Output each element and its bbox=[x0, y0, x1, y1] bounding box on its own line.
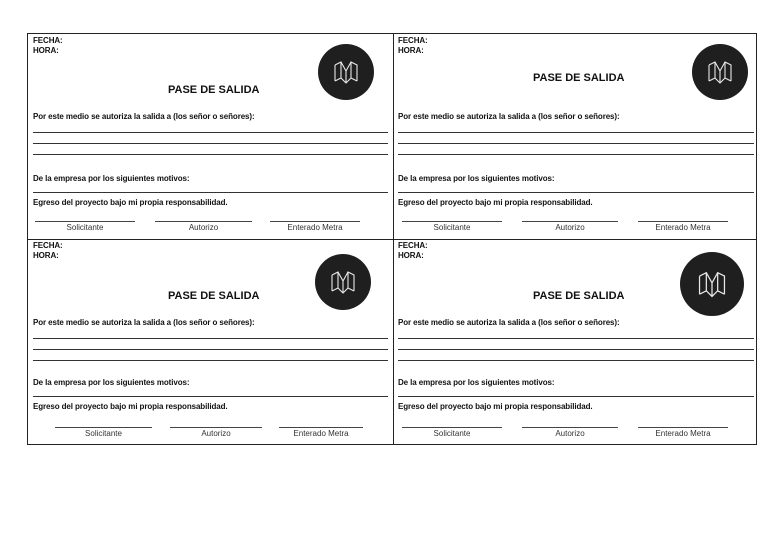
enterado-label: Enterado Metra bbox=[287, 223, 343, 232]
signature-line bbox=[170, 427, 262, 428]
name-line bbox=[33, 360, 388, 361]
signature-line bbox=[522, 427, 618, 428]
autorizo-label: Autorizo bbox=[201, 429, 231, 438]
empresa-text: De la empresa por los siguientes motivos: bbox=[33, 174, 190, 183]
exit-pass-sheet bbox=[27, 33, 757, 445]
authorize-text: Por este medio se autoriza la salida a (los señor o señores): bbox=[398, 318, 620, 327]
fecha-label: FECHA: bbox=[33, 36, 63, 45]
egreso-text: Egreso del proyecto bajo mi propia responsabilidad. bbox=[398, 402, 593, 411]
signature-line bbox=[402, 221, 502, 222]
signature-line bbox=[638, 427, 728, 428]
signature-line bbox=[279, 427, 363, 428]
signature-line bbox=[402, 427, 502, 428]
fecha-label: FECHA: bbox=[398, 241, 428, 250]
signature-line bbox=[522, 221, 618, 222]
exit-pass-slip-4 bbox=[394, 240, 758, 444]
signature-line bbox=[55, 427, 152, 428]
autorizo-label: Autorizo bbox=[555, 223, 585, 232]
egreso-text: Egreso del proyecto bajo mi propia responsabilidad. bbox=[398, 198, 593, 207]
authorize-text: Por este medio se autoriza la salida a (los señor o señores): bbox=[33, 112, 255, 121]
autorizo-label: Autorizo bbox=[555, 429, 585, 438]
name-line bbox=[33, 143, 388, 144]
metra-logo-icon bbox=[318, 44, 374, 100]
authorize-text: Por este medio se autoriza la salida a (los señor o señores): bbox=[33, 318, 255, 327]
enterado-label: Enterado Metra bbox=[655, 223, 711, 232]
fecha-label: FECHA: bbox=[33, 241, 63, 250]
name-line bbox=[398, 349, 754, 350]
signature-line bbox=[35, 221, 135, 222]
reason-line bbox=[398, 192, 754, 193]
signature-line bbox=[270, 221, 360, 222]
reason-line bbox=[33, 192, 388, 193]
hora-label: HORA: bbox=[398, 46, 424, 55]
name-line bbox=[398, 132, 754, 133]
signature-line bbox=[155, 221, 252, 222]
solicitante-label: Solicitante bbox=[433, 429, 471, 438]
hora-label: HORA: bbox=[33, 251, 59, 260]
name-line bbox=[398, 338, 754, 339]
solicitante-label: Solicitante bbox=[85, 429, 122, 438]
name-line bbox=[33, 132, 388, 133]
reason-line bbox=[398, 396, 754, 397]
metra-logo-icon bbox=[692, 44, 748, 100]
name-line bbox=[398, 154, 754, 155]
hora-label: HORA: bbox=[33, 46, 59, 55]
egreso-text: Egreso del proyecto bajo mi propia responsabilidad. bbox=[33, 198, 228, 207]
autorizo-label: Autorizo bbox=[188, 223, 219, 232]
reason-line bbox=[33, 396, 388, 397]
exit-pass-slip-1 bbox=[28, 34, 392, 238]
slip-title: PASE DE SALIDA bbox=[533, 290, 625, 302]
metra-logo-icon bbox=[315, 254, 371, 310]
slip-title: PASE DE SALIDA bbox=[533, 72, 625, 84]
signature-line bbox=[638, 221, 728, 222]
empresa-text: De la empresa por los siguientes motivos: bbox=[33, 378, 190, 387]
name-line bbox=[398, 143, 754, 144]
name-line bbox=[398, 360, 754, 361]
fecha-label: FECHA: bbox=[398, 36, 428, 45]
enterado-label: Enterado Metra bbox=[293, 429, 349, 438]
egreso-text: Egreso del proyecto bajo mi propia responsabilidad. bbox=[33, 402, 228, 411]
enterado-label: Enterado Metra bbox=[655, 429, 711, 438]
name-line bbox=[33, 338, 388, 339]
solicitante-label: Solicitante bbox=[66, 223, 104, 232]
metra-logo-icon bbox=[680, 252, 744, 316]
empresa-text: De la empresa por los siguientes motivos: bbox=[398, 378, 555, 387]
slip-title: PASE DE SALIDA bbox=[168, 290, 260, 302]
hora-label: HORA: bbox=[398, 251, 424, 260]
exit-pass-slip-2 bbox=[394, 34, 758, 238]
exit-pass-slip-3 bbox=[28, 240, 392, 444]
slip-title: PASE DE SALIDA bbox=[168, 84, 260, 96]
empresa-text: De la empresa por los siguientes motivos: bbox=[398, 174, 555, 183]
name-line bbox=[33, 154, 388, 155]
authorize-text: Por este medio se autoriza la salida a (los señor o señores): bbox=[398, 112, 620, 121]
name-line bbox=[33, 349, 388, 350]
solicitante-label: Solicitante bbox=[433, 223, 471, 232]
